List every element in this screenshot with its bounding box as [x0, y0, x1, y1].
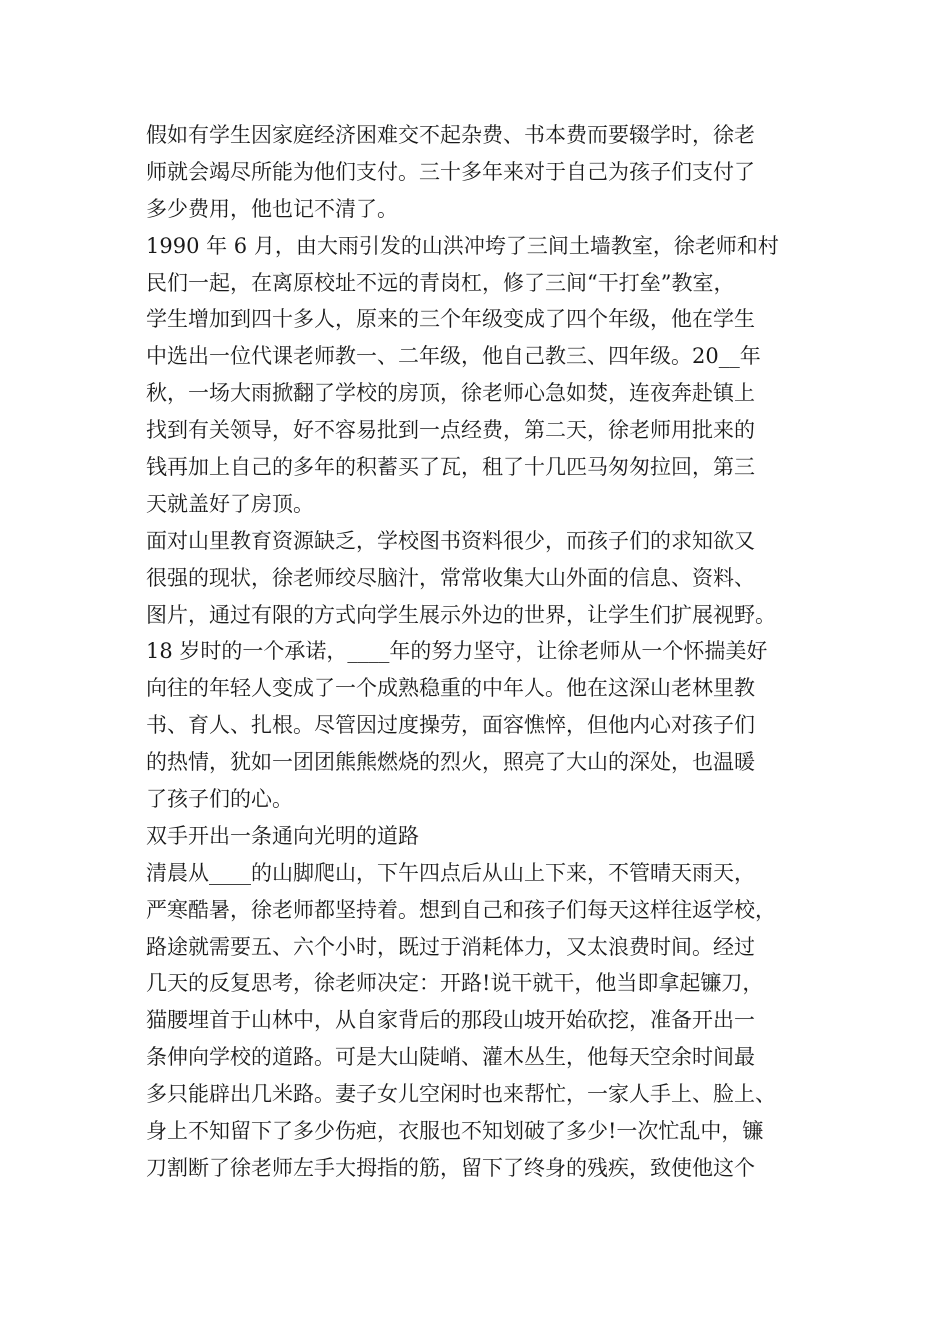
text-line: 几天的反复思考，徐老师决定：开路!说干就干，他当即拿起镰刀， — [146, 971, 764, 996]
text-line: 身上不知留下了多少伤疤，衣服也不知划破了多少!一次忙乱中，镰 — [146, 1119, 764, 1144]
section-heading: 双手开出一条通向光明的道路 — [146, 823, 419, 848]
text-line: 清晨从____的山脚爬山，下午四点后从山上下来，不管晴天雨天， — [146, 860, 755, 885]
text-line: 图片，通过有限的方式向学生展示外边的世界，让学生们扩展视野。 — [146, 602, 776, 627]
text-line: 猫腰埋首于山林中，从自家背后的那段山坡开始砍挖，准备开出一 — [146, 1008, 755, 1033]
text-line: 多少费用，他也记不清了。 — [146, 196, 398, 221]
text-line: 了孩子们的心。 — [146, 787, 293, 812]
text-line: 书、育人、扎根。尽管因过度操劳，面容憔悴，但他内心对孩子们 — [146, 713, 755, 738]
text-line: 学生增加到四十多人，原来的三个年级变成了四个年级，他在学生 — [146, 307, 755, 332]
text-line: 天就盖好了房顶。 — [146, 491, 314, 516]
text-line: 面对山里教育资源缺乏，学校图书资料很少，而孩子们的求知欲又 — [146, 528, 755, 553]
text-line: 18 岁时的一个承诺，____年的努力坚守，让徐老师从一个怀揣美好 — [146, 639, 768, 664]
text-line: 多只能辟出几米路。妻子女儿空闲时也来帮忙，一家人手上、脸上、 — [146, 1082, 776, 1107]
text-line: 1990 年 6 月，由大雨引发的山洪冲垮了三间土墙教室，徐老师和村 — [146, 233, 779, 258]
text-line: 假如有学生因家庭经济困难交不起杂费、书本费而要辍学时，徐老 — [146, 123, 755, 147]
text-line: 民们一起，在离原校址不远的青岗杠，修了三间“干打垒”教室， — [146, 270, 735, 295]
text-line: 中选出一位代课老师教一、二年级，他自己教三、四年级。20__年 — [146, 344, 761, 369]
text-line: 秋，一场大雨掀翻了学校的房顶，徐老师心急如焚，连夜奔赴镇上 — [146, 381, 755, 406]
text-line: 条伸向学校的道路。可是大山陡峭、灌木丛生，他每天空余时间最 — [146, 1045, 755, 1070]
text-line: 严寒酷暑，徐老师都坚持着。想到自己和孩子们每天这样往返学校， — [146, 897, 776, 922]
text-line: 向往的年轻人变成了一个成熟稳重的中年人。他在这深山老林里教 — [146, 676, 755, 701]
text-line: 师就会竭尽所能为他们支付。三十多年来对于自己为孩子们支付了 — [146, 159, 755, 184]
text-line: 钱再加上自己的多年的积蓄买了瓦，租了十几匹马匆匆拉回，第三 — [146, 455, 755, 480]
text-line: 找到有关领导，好不容易批到一点经费，第二天，徐老师用批来的 — [146, 418, 755, 443]
document-body — [146, 117, 836, 1187]
text-line: 刀割断了徐老师左手大拇指的筋，留下了终身的残疾，致使他这个 — [146, 1155, 755, 1180]
text-line: 的热情，犹如一团团熊熊燃烧的烈火，照亮了大山的深处，也温暖 — [146, 750, 755, 775]
text-line: 很强的现状，徐老师绞尽脑汁，常常收集大山外面的信息、资料、 — [146, 565, 755, 590]
text-line: 路途就需要五、六个小时，既过于消耗体力，又太浪费时间。经过 — [146, 934, 755, 959]
